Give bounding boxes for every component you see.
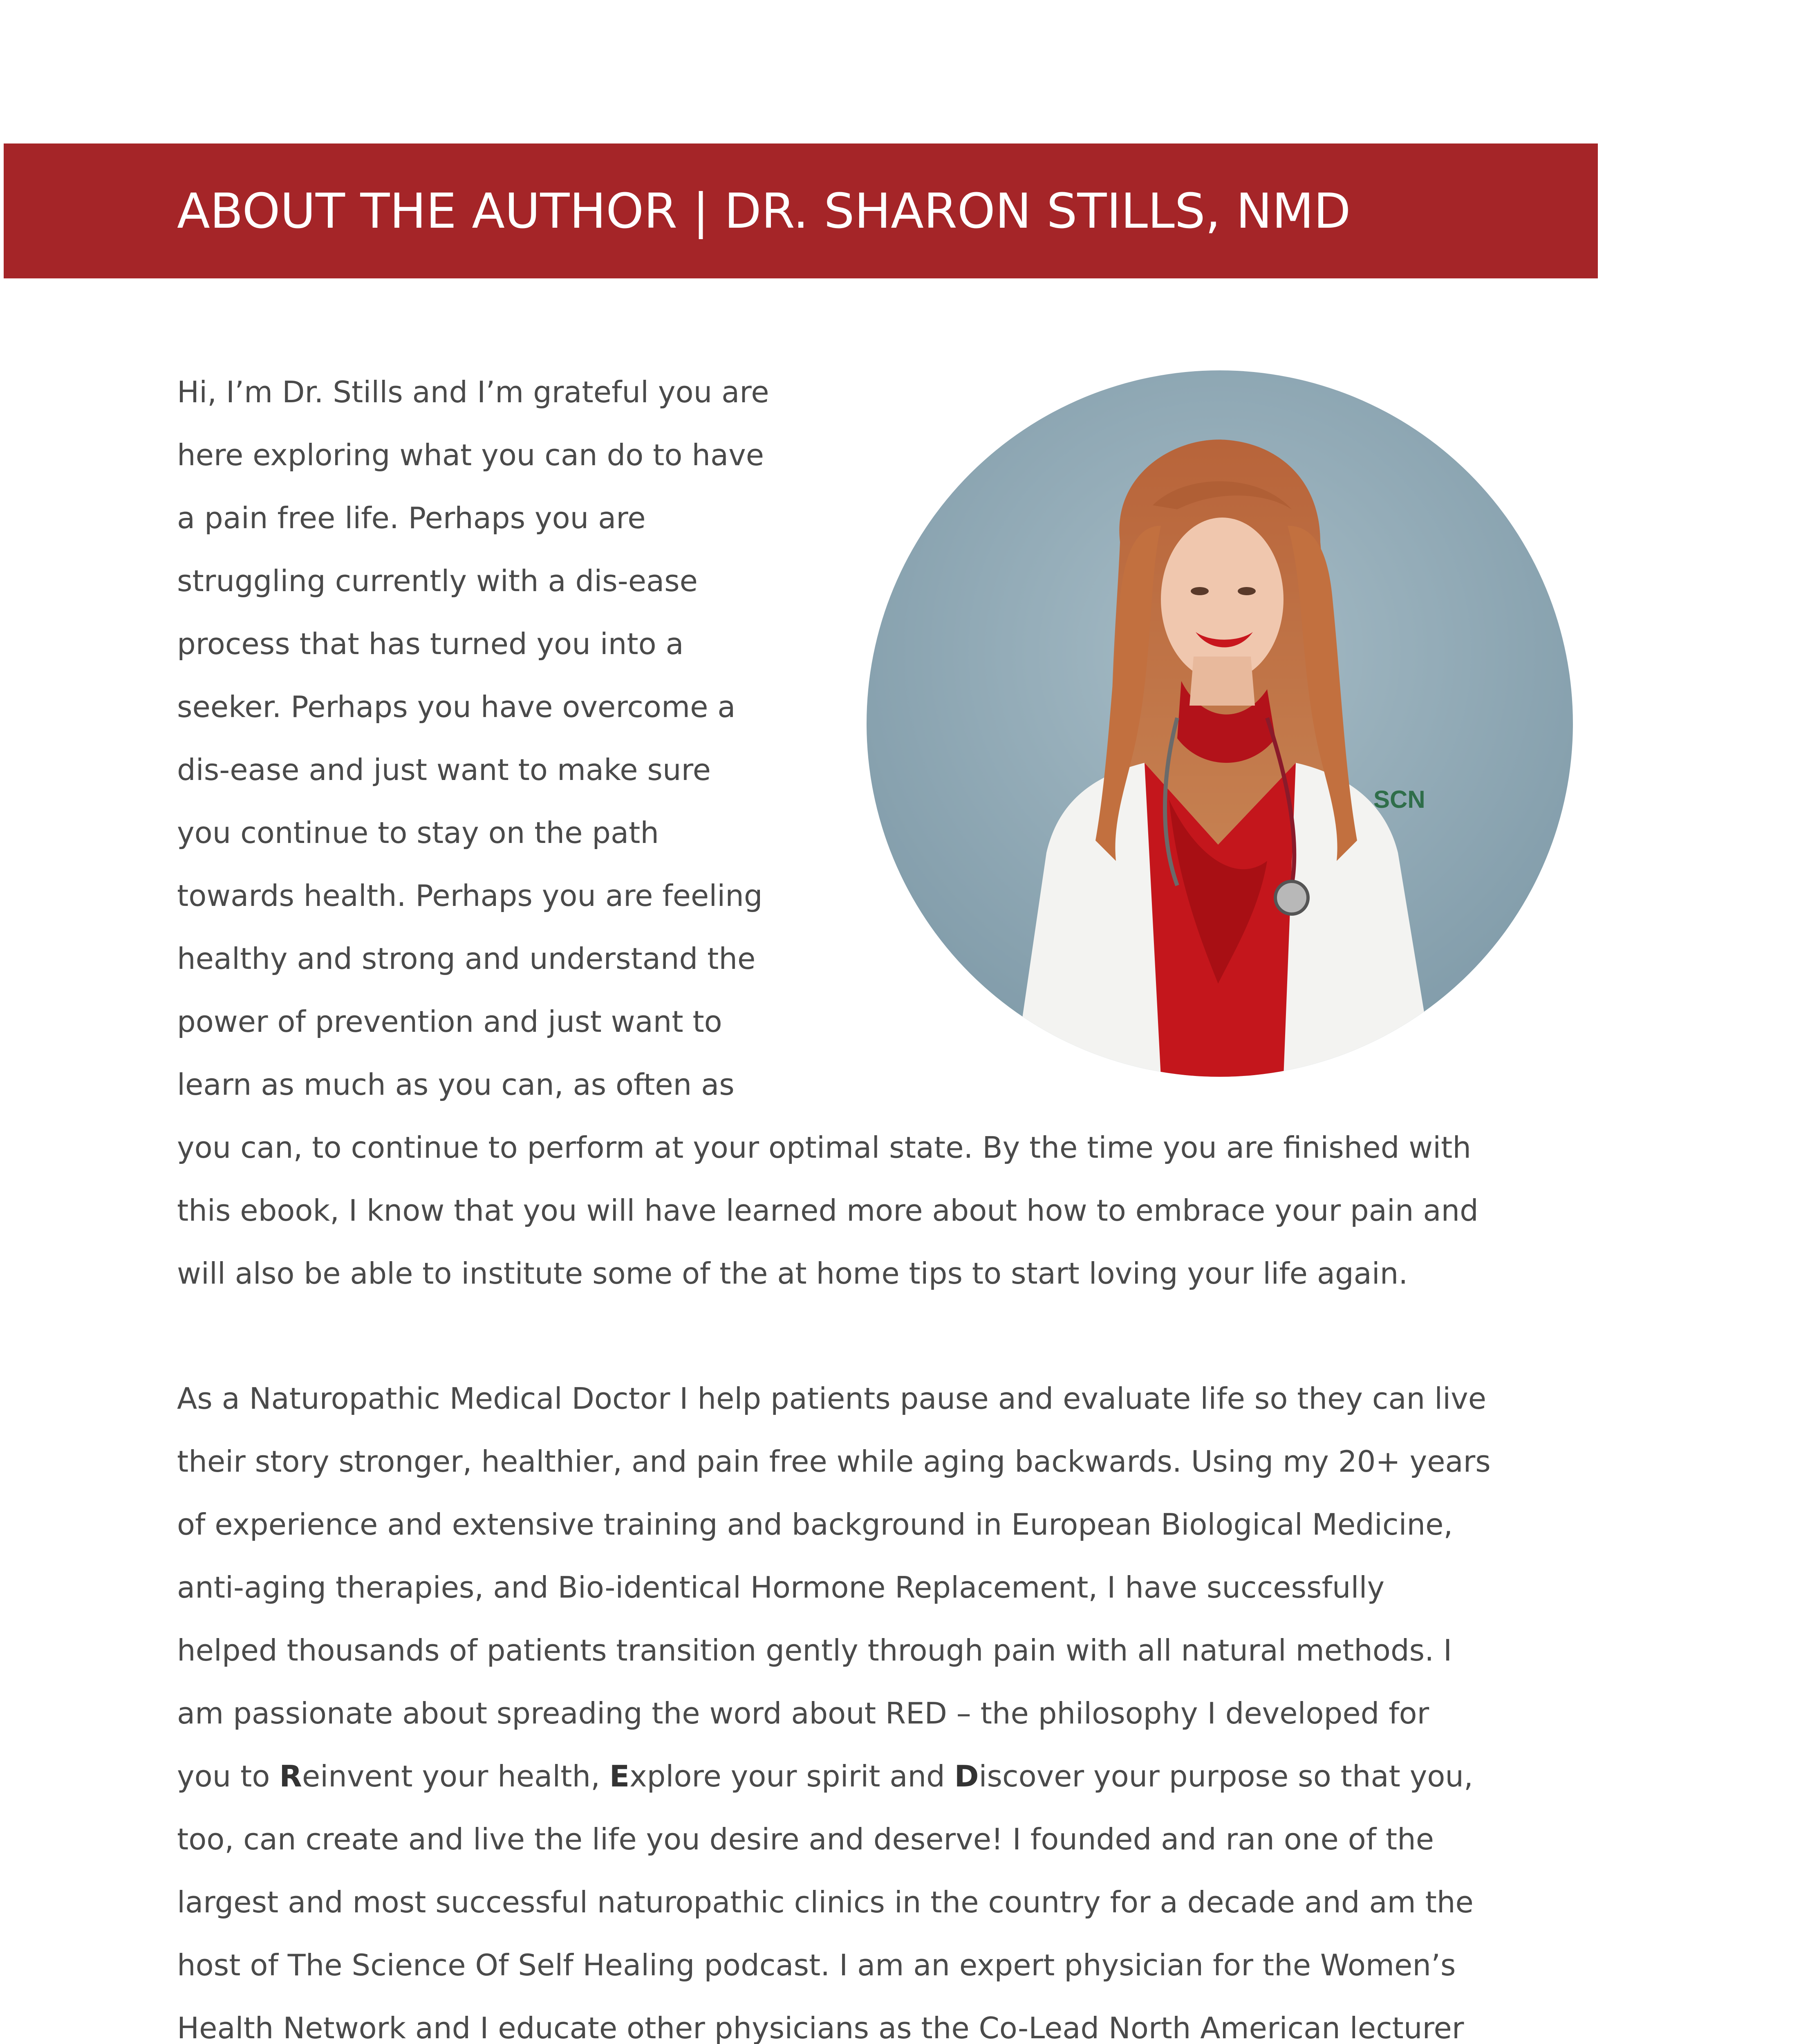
intro-line: you can, to continue to perform at your optimal state. By the time you are finished with [177, 1130, 1472, 1165]
page-title: ABOUT THE AUTHOR | DR. SHARON STILLS, NMD [177, 183, 1351, 239]
svg-text:SCN: SCN [1373, 786, 1425, 813]
bio-line: As a Naturopathic Medical Doctor I help patients pause and evaluate life so they can live [177, 1381, 1487, 1416]
bio-line: of experience and extensive training and background in European Biological Medicine, [177, 1507, 1453, 1542]
bio-line: host of The Science Of Self Healing podcast. I am an expert physician for the Women’s [177, 1948, 1456, 1982]
intro-line: a pain free life. Perhaps you are [177, 501, 646, 535]
red-e-letter: E [609, 1759, 630, 1793]
intro-line: dis-ease and just want to make sure [177, 753, 711, 787]
intro-line: this ebook, I know that you will have learned more about how to embrace your pain and [177, 1193, 1478, 1228]
intro-line: power of prevention and just want to [177, 1004, 722, 1039]
bio-line: am passionate about spreading the word about RED – the philosophy I developed for [177, 1696, 1429, 1730]
intro-line: will also be able to institute some of the at home tips to start loving your life again. [177, 1256, 1408, 1291]
intro-line: healthy and strong and understand the [177, 941, 756, 976]
bio-line: their story stronger, healthier, and pain free while aging backwards. Using my 20+ years [177, 1444, 1491, 1479]
intro-line: Hi, I’m Dr. Stills and I’m grateful you are [177, 375, 769, 409]
intro-line: here exploring what you can do to have [177, 438, 764, 472]
red-d-letter: D [954, 1759, 979, 1793]
bio-line: too, can create and live the life you desire and deserve! I founded and ran one of the [177, 1822, 1434, 1856]
red-e-rest: xplore your spirit and [629, 1759, 954, 1793]
red-r-letter: R [279, 1759, 302, 1793]
bio-line: Health Network and I educate other physicians as the Co-Lead North American lecturer [177, 2011, 1464, 2044]
intro-line: towards health. Perhaps you are feeling [177, 879, 763, 913]
intro-line: seeker. Perhaps you have overcome a [177, 690, 736, 724]
bio-line: helped thousands of patients transition gently through pain with all natural methods. I [177, 1633, 1452, 1667]
bio-paragraph [177, 1367, 1591, 2044]
intro-line: struggling currently with a dis-ease [177, 564, 698, 598]
intro-line: you continue to stay on the path [177, 816, 659, 850]
bio-line: largest and most successful naturopathic clinics in the country for a decade and am the [177, 1885, 1474, 1919]
red-line-prefix: you to [177, 1759, 280, 1793]
red-acronym-line [177, 1745, 1591, 1808]
red-r-rest: einvent your health, [302, 1759, 609, 1793]
intro-line: process that has turned you into a [177, 627, 684, 661]
intro-line: learn as much as you can, as often as [177, 1067, 735, 1102]
header-banner [4, 143, 1598, 278]
intro-paragraph [177, 361, 1591, 1305]
bio-line: anti-aging therapies, and Bio-identical Hormone Replacement, I have successfully [177, 1570, 1385, 1605]
red-d-rest: iscover your purpose so that you, [979, 1759, 1473, 1793]
